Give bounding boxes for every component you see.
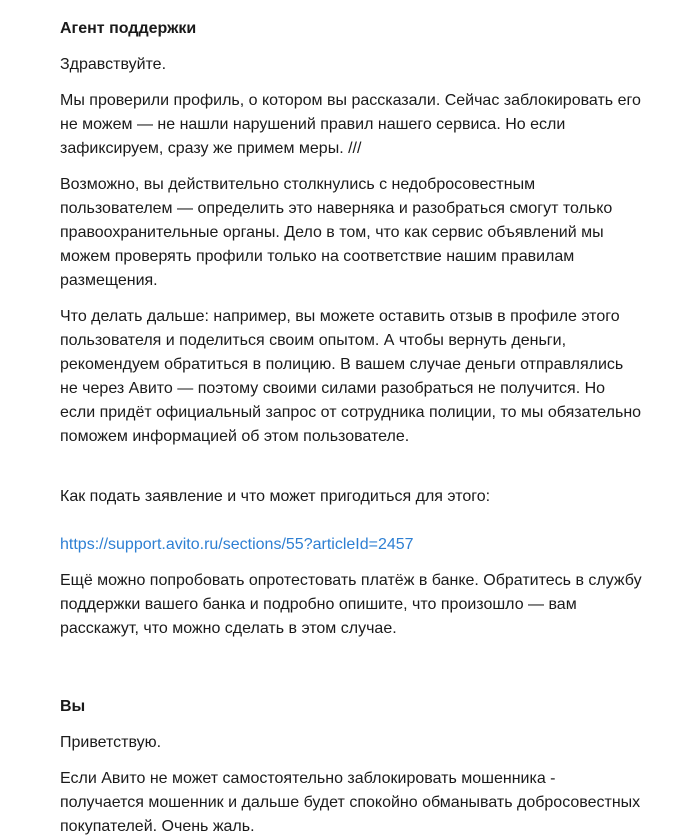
message-author: Агент поддержки: [60, 20, 197, 37]
link-paragraph: [60, 461, 646, 557]
support-agent-message: [60, 17, 646, 641]
message-paragraph: Возможно, вы действительно столкнулись с недобросовестным пользователем — определить это наверняка и разобраться смогут только правоохранительные органы. Дело в том, что как сервис объявлений мы можем проверять профили только на соответствие нашим правилам размещения.: [60, 176, 613, 289]
message-paragraph: Мы проверили профиль, о котором вы рассказали. Сейчас заблокировать его не можем — не нашли нарушений правил нашего сервиса. Но если зафиксируем, сразу же примем меры. ///: [60, 92, 641, 157]
link-intro: Как подать заявление и что может пригодиться для этого:: [60, 488, 491, 505]
message-paragraph: Если Авито не может самостоятельно заблокировать мошенника - получается мошенник и дальше будет спокойно обманывать добросовестных покупателей. Очень жаль.: [60, 770, 641, 835]
message-separator: [60, 653, 646, 695]
message-author: Вы: [60, 698, 86, 715]
message-paragraph: Здравствуйте.: [60, 56, 167, 73]
message-paragraph: Что делать дальше: например, вы можете оставить отзыв в профиле этого пользователя и поделиться своим опытом. А чтобы вернуть деньги, рекомендуем обратиться в полицию. В вашем случае деньги отправлялись не через Авито — поэтому своими силами разобраться не получится. Но если придёт официальный запрос от сотрудника полиции, то мы обязательно поможем информацией об этом пользователе.: [60, 308, 642, 445]
user-message: [60, 695, 646, 839]
message-paragraph: Ещё можно попробовать опротестовать платёж в банке. Обратитесь в службу поддержки вашего банка и подробно опишите, что произошло — вам расскажут, что можно сделать в этом случае.: [60, 572, 642, 637]
support-article-link[interactable]: https://support.avito.ru/sections/55?articleId=2457: [60, 536, 414, 553]
message-paragraph: Приветствую.: [60, 734, 162, 751]
